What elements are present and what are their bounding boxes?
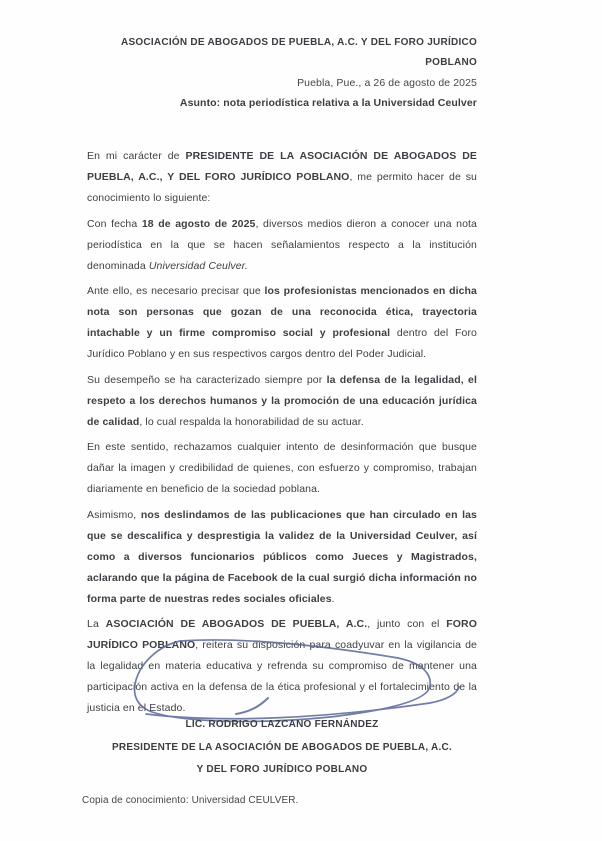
paragraph-intro: En mi carácter de PRESIDENTE DE LA ASOCIACIÓN DE ABOGADOS DE PUEBLA, A.C., Y DEL FORO JURÍDICO POBLANO, me permito hacer de su conocimiento lo siguiente:: [87, 150, 478, 204]
org-name-line2: POBLANO: [425, 57, 477, 68]
paragraph-disclaimer: Asimismo, nos deslindamos de las publicaciones que han circulado en las que se descalifica y desprestigia la validez de la Universidad Ceulver, así como a diversos funcionarios públicos como Jueces y Magistrados, aclarando que la página de Facebook de la cual surgió dicha información no forma parte de nuestras redes sociales oficiales.: [87, 508, 477, 605]
dateline: Puebla, Pue., a 26 de agosto de 2025: [297, 77, 477, 89]
paragraph-news-date: Con fecha 18 de agosto de 2025, diversos medios dieron a conocer una nota periodística en la que se hacen señalamientos respecto a la institución denominada Universidad Ceulver.: [87, 217, 477, 272]
letter-body: [87, 146, 477, 724]
letter-header: [87, 33, 477, 113]
signature-block: [87, 714, 477, 782]
signatory-title-line1: PRESIDENTE DE LA ASOCIACIÓN DE ABOGADOS DE PUEBLA, A.C.: [111, 741, 453, 753]
cc-note: Copia de conocimiento: Universidad CEULVER.: [82, 795, 299, 806]
signatory-name: LIC. RODRIGO LAZCANO FERNÁNDEZ: [185, 719, 379, 730]
paragraph-performance: Su desempeño se ha caracterizado siempre por la defensa de la legalidad, el respeto a los derechos humanos y la promoción de una educación jurídica de calidad, lo cual respalda la honorabilidad de su actuar.: [87, 373, 477, 428]
org-name-line1: ASOCIACIÓN DE ABOGADOS DE PUEBLA, A.C. Y DEL FORO JURÍDICO: [120, 37, 477, 48]
paragraph-professionals: Ante ello, es necesario precisar que los profesionistas mencionados en dicha nota son personas que gozan de una reconocida ética, trayectoria intachable y un firme compromiso social y profesional dentro del Foro Jurídico Poblano y en sus respectivos cargos dentro del Poder Judicial.: [87, 285, 478, 360]
subject-line: Asunto: nota periodística relativa a la Universidad Ceulver: [179, 97, 477, 109]
signatory-title-line2: Y DEL FORO JURÍDICO POBLANO: [196, 764, 368, 775]
paragraph-rejection: En este sentido, rechazamos cualquier intento de desinformación que busque dañar la imagen y credibilidad de quienes, con esfuerzo y compromiso, trabajan diariamente en beneficio de la sociedad poblana.: [87, 441, 477, 495]
paragraph-commitment: La ASOCIACIÓN DE ABOGADOS DE PUEBLA, A.C., junto con el FORO JURÍDICO POBLANO, reitera su disposición para coadyuvar en la vigilancia de la legalidad en materia educativa y refrenda su compromiso de mantener una participación activa en la defensa de la ética profesional y el fortalecimiento de la justicia en el Estado.: [87, 618, 477, 714]
